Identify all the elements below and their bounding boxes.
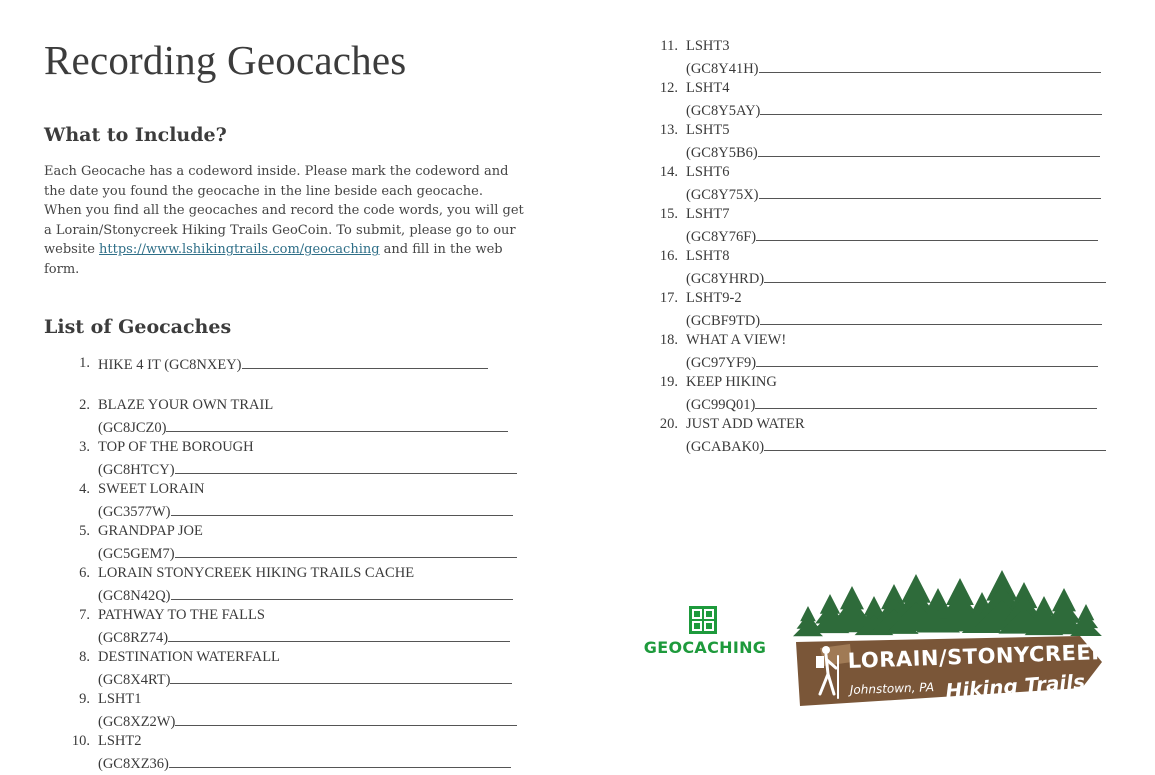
- geocache-item: [66, 649, 526, 691]
- codeword-entry-line[interactable]: [242, 355, 488, 369]
- geocache-item: [654, 332, 1114, 374]
- geocache-number: 1.: [79, 355, 90, 371]
- geocache-name: LSHT4: [686, 80, 730, 96]
- codeword-entry-line[interactable]: [170, 670, 512, 684]
- codeword-entry-line[interactable]: [759, 185, 1101, 199]
- geocache-code: (GC8Y76F): [686, 229, 757, 245]
- geocache-name: TOP OF THE BOROUGH: [98, 439, 254, 455]
- codeword-entry-line[interactable]: [756, 353, 1098, 367]
- geocache-list-left: [66, 355, 526, 775]
- geocache-number: 18.: [659, 332, 678, 348]
- codeword-entry-line[interactable]: [169, 754, 511, 768]
- geocache-code: (GC8X4RT): [98, 672, 171, 688]
- geocache-name: BLAZE YOUR OWN TRAIL: [98, 397, 274, 413]
- codeword-entry-line[interactable]: [171, 502, 513, 516]
- geocaching-wordmark: GEOCACHING: [643, 638, 767, 657]
- geocache-code: (GC8Y41H): [686, 61, 759, 77]
- geocache-name: LSHT3: [686, 38, 730, 54]
- geocache-item: [66, 439, 526, 481]
- page-title: Recording Geocaches: [44, 37, 407, 83]
- codeword-entry-line[interactable]: [755, 395, 1097, 409]
- geocache-item: [654, 122, 1114, 164]
- trails-logo-subtitle: Hiking Trails: [944, 669, 1086, 703]
- geocaching-logo: [643, 606, 767, 662]
- geocache-name: LSHT7: [686, 206, 730, 222]
- geocache-code: (GC8Y5B6): [686, 145, 758, 161]
- codeword-entry-line[interactable]: [175, 712, 517, 726]
- geocache-number: 8.: [79, 649, 90, 665]
- geocache-code: (GC8XZ36): [98, 756, 169, 772]
- geocache-item: [654, 248, 1114, 290]
- geocache-name: WHAT A VIEW!: [686, 332, 787, 348]
- geocache-name: LSHT2: [98, 733, 142, 749]
- codeword-entry-line[interactable]: [760, 311, 1102, 325]
- geocache-code: (GCABAK0): [686, 439, 765, 455]
- geocache-item: [66, 733, 526, 775]
- geocache-number: 10.: [71, 733, 90, 749]
- geocache-name: SWEET LORAIN: [98, 481, 205, 497]
- geocache-item: [66, 397, 526, 439]
- geocaching-website-link[interactable]: https://www.lshikingtrails.com/geocaching: [99, 242, 380, 258]
- geocache-item: [66, 607, 526, 649]
- codeword-entry-line[interactable]: [166, 418, 508, 432]
- geocache-name: DESTINATION WATERFALL: [98, 649, 280, 665]
- geocache-code: (GC8N42Q): [98, 588, 171, 604]
- geocache-name: JUST ADD WATER: [686, 416, 805, 432]
- codeword-entry-line[interactable]: [756, 227, 1098, 241]
- geocache-name: LORAIN STONYCREEK HIKING TRAILS CACHE: [98, 565, 415, 581]
- geocache-name: GRANDPAP JOE: [98, 523, 203, 539]
- geocache-number: 20.: [659, 416, 678, 432]
- geocache-number: 13.: [659, 122, 678, 138]
- geocache-number: 11.: [660, 38, 678, 54]
- pine-trees-icon: [793, 570, 1102, 636]
- geocache-name: LSHT6: [686, 164, 730, 180]
- geocache-code: (GC97YF9): [686, 355, 757, 371]
- geocache-item: [66, 481, 526, 523]
- geocache-name: LSHT9-2: [686, 290, 742, 306]
- geocache-item: [654, 164, 1114, 206]
- geocache-code: (GC5GEM7): [98, 546, 175, 562]
- geocache-name: LSHT8: [686, 248, 730, 264]
- geocache-item: [66, 355, 526, 397]
- geocache-code: (GC8XZ2W): [98, 714, 176, 730]
- codeword-entry-line[interactable]: [764, 269, 1106, 283]
- geocache-number: 4.: [79, 481, 90, 497]
- codeword-entry-line[interactable]: [764, 437, 1106, 451]
- geocache-number: 15.: [659, 206, 678, 222]
- geocache-item: [66, 523, 526, 565]
- geocache-name: LSHT1: [98, 691, 142, 707]
- what-to-include-heading: What to Include?: [44, 124, 227, 146]
- codeword-entry-line[interactable]: [175, 460, 517, 474]
- codeword-entry-line[interactable]: [168, 628, 510, 642]
- geocache-name: LSHT5: [686, 122, 730, 138]
- geocache-item: [654, 374, 1114, 416]
- codeword-entry-line[interactable]: [171, 586, 513, 600]
- geocache-item: [654, 80, 1114, 122]
- instructions-text: Each Geocache has a codeword inside. Please mark the codeword and the date you found the geocache in the line beside each geocache. When you find all the geocaches and record the code words, you will get a Lorain/Stonycreek Hiking Trails GeoCoin. To submit, please go to our website: [44, 164, 524, 258]
- geocache-code: (GCBF9TD): [686, 313, 761, 329]
- list-heading: List of Geocaches: [44, 316, 232, 338]
- geocache-item: [66, 691, 526, 733]
- geocache-number: 2.: [79, 397, 90, 413]
- geocache-number: 6.: [79, 565, 90, 581]
- geocache-number: 7.: [79, 607, 90, 623]
- codeword-entry-line[interactable]: [760, 101, 1102, 115]
- geocache-number: 17.: [659, 290, 678, 306]
- geocache-number: 3.: [79, 439, 90, 455]
- geocache-number: 12.: [659, 80, 678, 96]
- geocache-number: 14.: [659, 164, 678, 180]
- codeword-entry-line[interactable]: [175, 544, 517, 558]
- trails-logo-title: LORAIN/STONYCREEK: [847, 639, 1108, 673]
- geocache-code: (GC8YHRD): [686, 271, 765, 287]
- geocache-name: HIKE 4 IT: [98, 357, 161, 373]
- geocaching-mark-icon: [689, 606, 717, 634]
- geocache-code: (GC8Y75X): [686, 187, 759, 203]
- geocache-number: 5.: [79, 523, 90, 539]
- geocache-item: [654, 416, 1114, 458]
- geocache-code: (GC8Y5AY): [686, 103, 761, 119]
- geocache-item: [654, 38, 1114, 80]
- geocache-number: 9.: [79, 691, 90, 707]
- instructions-text-end: and fill in the web form.: [44, 242, 503, 277]
- geocache-code: (GC8NXEY): [164, 357, 242, 373]
- geocache-code: (GC99Q01): [686, 397, 756, 413]
- instructions-paragraph: [44, 162, 524, 280]
- geocache-item: [654, 206, 1114, 248]
- geocache-list-right: [654, 38, 1114, 458]
- geocache-number: 16.: [659, 248, 678, 264]
- geocache-item: [654, 290, 1114, 332]
- geocache-code: (GC8HTCY): [98, 462, 175, 478]
- codeword-entry-line[interactable]: [758, 143, 1100, 157]
- codeword-entry-line[interactable]: [759, 59, 1101, 73]
- geocache-item: [66, 565, 526, 607]
- geocache-name: KEEP HIKING: [686, 374, 777, 390]
- geocache-number: 19.: [659, 374, 678, 390]
- geocache-code: (GC8JCZ0): [98, 420, 167, 436]
- geocache-code: (GC3577W): [98, 504, 171, 520]
- trails-logo-location: Johnstown, PA: [849, 680, 935, 697]
- lorain-stonycreek-logo: [790, 566, 1108, 716]
- geocache-name: PATHWAY TO THE FALLS: [98, 607, 265, 623]
- trails-logo-graphic: [790, 566, 1108, 716]
- geocache-code: (GC8RZ74): [98, 630, 169, 646]
